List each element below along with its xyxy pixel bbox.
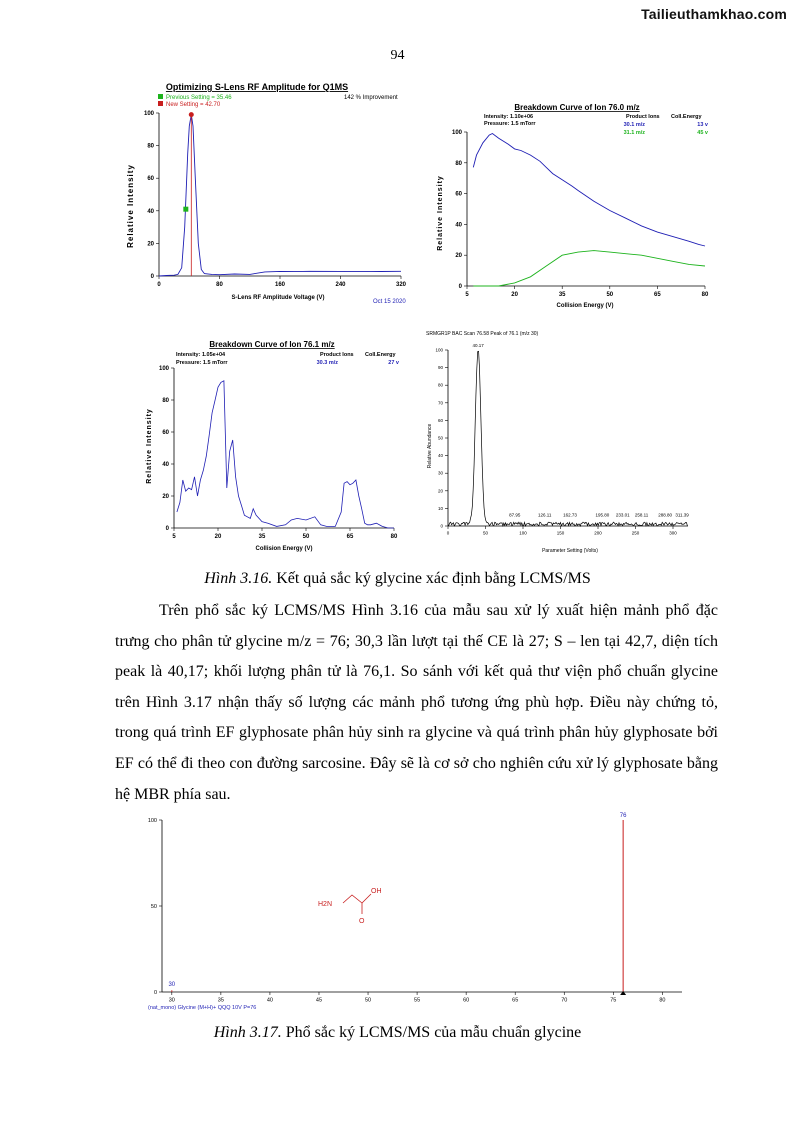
legend-ce-2: 45 v [697,130,708,136]
y-tick-label: 60 [455,191,462,198]
x-axis-label: Parameter Setting (Volts) [542,548,598,554]
y-tick-label: 90 [437,365,443,371]
intensity-label: Intensity: 1.05e+04 [176,352,226,358]
figure-3-17-label: Hình 3.17. [213,1024,282,1041]
y-tick-label: 10 [437,505,443,511]
peak-label: 288.80 [658,512,673,518]
y-tick-label: 100 [143,111,154,117]
x-axis-label: Collision Energy (V) [255,546,313,552]
x-tick-label: 65 [512,997,519,1004]
scan-trace [448,351,687,526]
y-tick-label: 60 [147,176,154,183]
x-tick-label: 150 [556,530,565,536]
legend-ce-1: 13 v [697,122,708,128]
y-tick-label: 100 [451,130,462,136]
legend-ion-1: 30.1 m/z [623,122,645,128]
figure-3-17-caption [0,1024,795,1042]
structure-label-h2n: H2N [318,901,333,908]
series-line-1 [473,134,705,247]
x-tick-label: 55 [414,997,421,1004]
x-tick-label: 5 [465,292,469,298]
peak-label: 30 [168,982,176,988]
legend-ce-1: 27 v [388,360,399,366]
legend-header-coll-energy: Coll.Energy [671,114,702,120]
x-tick-label: 320 [395,282,407,288]
y-tick-label: 40 [437,453,443,459]
chart-parameter-scan [420,326,700,556]
body-paragraph [115,596,718,810]
x-tick-label: 50 [482,530,489,536]
structure-label-o: O [359,918,365,925]
watermark: Tailieuthamkhao.com [641,6,787,22]
structure-label-oh: OH [371,888,382,895]
x-tick-label: 35 [217,997,224,1004]
peak-label: 40.17 [472,343,484,348]
series-line-2 [473,251,705,286]
peak-label: 233.01 [615,512,630,518]
figure-3-16-text: Kết quả sắc ký glycine xác định bằng LCMS/MS [272,570,591,587]
chart-glycine-standard-spectrum [140,810,700,1015]
x-tick-label: 65 [654,292,661,298]
peak-label: 258.11 [634,512,649,518]
peak-label: 195.80 [595,512,610,518]
x-tick-label: 100 [519,530,527,536]
chart-s-lens-optimization [120,76,420,306]
peak-label: 311.39 [675,512,689,518]
y-tick-label: 60 [437,417,443,423]
pressure-label: Pressure: 1.5 mTorr [484,121,536,127]
page-number: 94 [390,48,405,63]
y-tick-label: 20 [162,494,169,500]
pressure-label: Pressure: 1.5 mTorr [176,360,228,366]
y-tick-label: 0 [165,526,169,532]
x-tick-label: 240 [335,282,346,288]
legend-ion-1: 30.3 m/z [316,360,338,366]
series-line-1 [177,381,394,528]
x-tick-label: 160 [274,282,286,288]
x-tick-label: 80 [216,282,223,288]
y-tick-label: 20 [437,488,443,494]
x-tick-label: 70 [561,997,568,1004]
figure-3-16-caption [0,570,795,588]
x-tick-label: 0 [157,282,161,288]
y-tick-label: 30 [437,470,443,476]
y-axis-label: Relative Intensity [146,408,153,484]
x-axis-label: Collision Energy (V) [556,303,614,309]
legend-header-product-ions: Product Ions [626,114,660,120]
x-tick-label: 45 [315,997,323,1004]
chart-title: SRMGR1P BAC Scan 76.58 Peak of 76.1 (m/z 30) [426,331,539,337]
y-tick-label: 0 [153,989,157,996]
previous-setting-marker [183,207,188,212]
y-tick-label: 80 [455,160,462,167]
x-tick-label: 0 [446,530,450,536]
x-tick-label: 80 [390,534,398,540]
x-tick-label: 20 [214,534,222,540]
x-axis-label: S-Lens RF Amplitude Voltage (V) [231,295,325,301]
y-tick-label: 0 [150,274,154,280]
peak-label: 76 [619,813,627,819]
y-tick-label: 40 [147,208,154,215]
y-tick-label: 40 [455,222,462,229]
new-setting-marker [189,112,194,117]
legend-previous-marker [158,94,163,99]
x-tick-label: 300 [669,530,677,536]
y-axis-label: Relative Intensity [126,164,135,248]
intensity-label: Intensity: 1.10e+06 [484,114,534,120]
x-tick-label: 200 [594,530,602,536]
legend-header-product-ions: Product Ions [320,352,354,358]
x-tick-label: 5 [172,534,176,540]
chart-title: Breakdown Curve of Ion 76.1 m/z [209,340,335,349]
series-line [159,115,401,276]
figure-3-16-label: Hình 3.16. [204,570,273,587]
chart-title: (nat_mono) Glycine (M+H)+ QQQ 10V P=76 [148,1005,257,1011]
y-tick-label: 100 [147,817,157,824]
x-tick-label: 50 [302,534,310,540]
x-tick-label: 75 [610,997,617,1004]
x-tick-label: 250 [631,530,640,536]
y-tick-label: 100 [158,366,169,372]
y-tick-label: 70 [437,400,443,406]
y-tick-label: 20 [455,253,462,260]
peak-label: 162.73 [563,512,577,518]
chart-breakdown-76-1 [140,336,410,556]
y-tick-label: 80 [147,143,154,150]
x-tick-label: 80 [659,997,666,1004]
x-tick-label: 35 [258,534,266,540]
structure-bonds [343,894,371,903]
y-tick-label: 80 [437,382,443,388]
y-tick-label: 80 [162,398,169,404]
x-tick-label: 40 [266,997,273,1004]
y-tick-label: 50 [437,435,443,441]
paragraph-text: Trên phổ sắc ký LCMS/MS Hình 3.16 của mẫu sau xử lý xuất hiện mảnh phổ đặc trưng cho phân tử glycine m/z = 76; 30,3 lần lượt tại thế CE là 27; S – len tại 42,7, diện tích peak là 40,17; khối lượng phân tử là 76,1. So sánh với kết quả thư viện phổ chuẩn glycine trên Hình 3.17 nhận thấy số lượng các mảnh phổ tương ứng phù hợp. Điều này chứng tỏ, trong quá trình EF glyphosate phân hủy sinh ra glycine và quá trình phân hủy glyphosate bởi EF có thể đi theo con đường sarcosine. Đây sẽ là cơ sở cho nghiên cứu xử lý glyphosate bằng hệ MBR phía sau. [115,602,718,803]
improvement-label: 142 % Improvement [344,95,398,101]
figure-3-17-text: Phổ sắc ký LCMS/MS của mẫu chuẩn glycine [281,1024,582,1041]
x-tick-label: 20 [511,292,518,298]
x-tick-label: 30 [168,997,175,1004]
chart-title: Breakdown Curve of Ion 76.0 m/z [514,103,640,112]
y-tick-label: 100 [435,347,443,353]
glycine-structure [318,888,382,925]
x-tick-label: 35 [558,292,566,298]
y-tick-label: 40 [162,462,169,468]
y-tick-label: 0 [440,523,443,529]
peak-label: 126.11 [537,512,552,518]
peak-label: 87.95 [509,512,521,518]
legend-header-coll-energy: Coll.Energy [365,352,396,358]
y-axis-label: Relative Abundance [427,423,433,469]
legend-previous-label: Previous Setting = 35.46 [166,95,232,101]
y-axis-label: Relative Intensity [437,175,444,251]
y-tick-label: 60 [162,430,169,436]
date-label: Oct 15 2020 [373,299,406,305]
x-tick-label: 60 [463,997,470,1004]
x-tick-label: 65 [346,534,354,540]
chart-title: Optimizing S-Lens RF Amplitude for Q1MS [165,82,349,92]
y-tick-label: 20 [147,241,154,248]
legend-new-label: New Setting = 42.70 [166,102,221,108]
x-tick-label: 50 [364,997,372,1004]
precursor-marker-icon [620,991,626,995]
chart-breakdown-76-0 [430,98,720,313]
x-tick-label: 80 [701,292,709,298]
x-tick-label: 50 [606,292,614,298]
y-tick-label: 0 [458,284,462,290]
y-tick-label: 50 [150,903,157,910]
legend-ion-2: 31.1 m/z [623,130,645,136]
legend-new-marker [158,101,163,106]
